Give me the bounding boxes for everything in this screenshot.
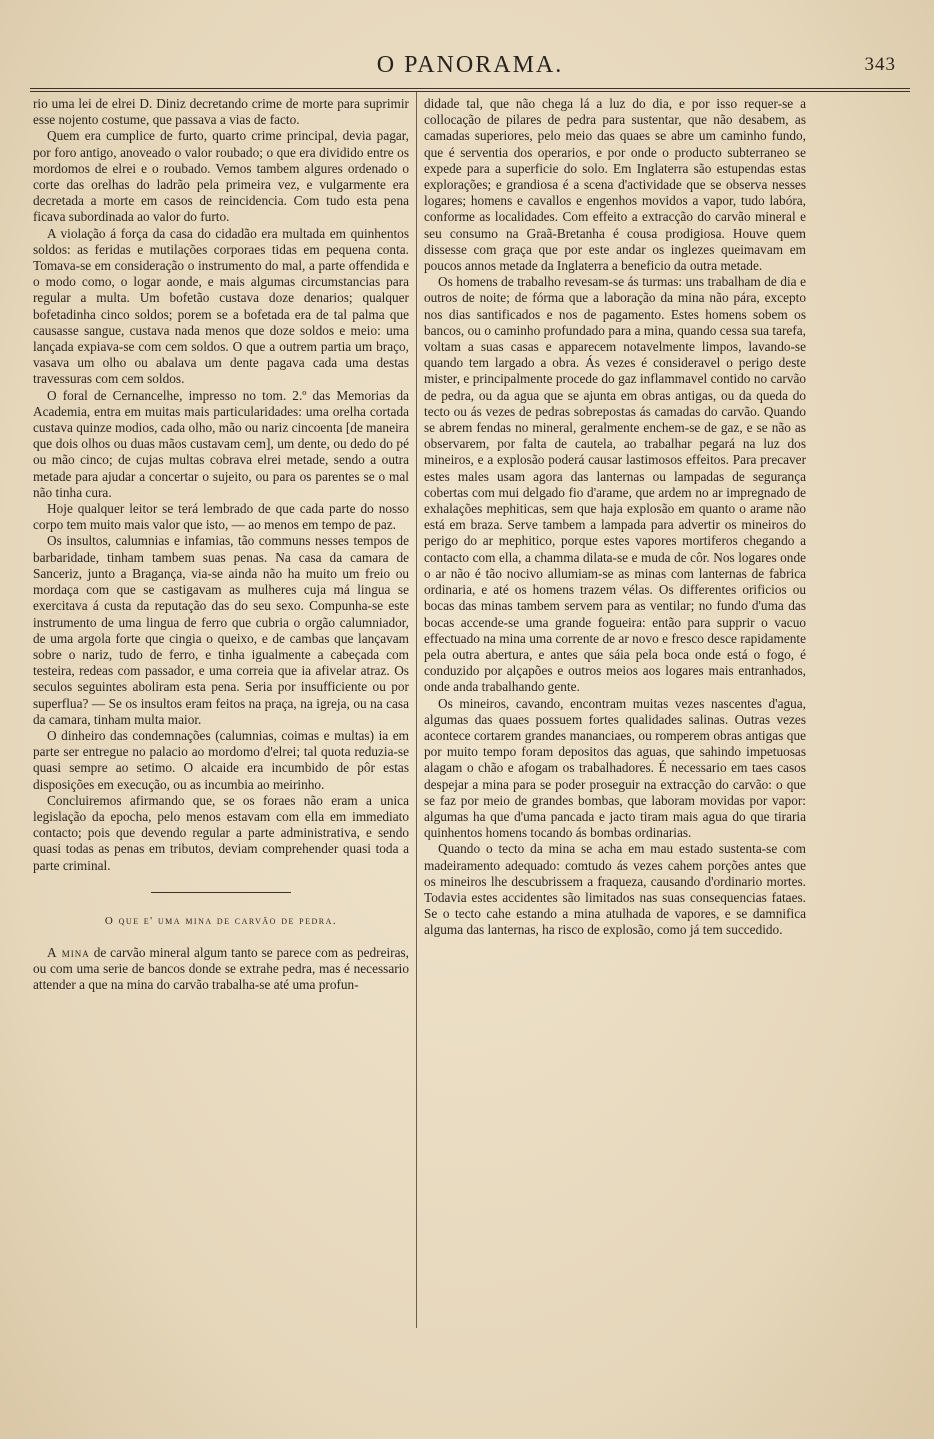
section-lead-words: A mina bbox=[47, 944, 90, 960]
paragraph: Os insultos, calumnias e infamias, tão communs nesses tempos de barbaridade, tinham tambem suas penas. Na casa da camara de Sanceriz, junto a Bragança, via-se ainda não ha muito um freio ou mordaça com que se castigavam as mulheres cuja má lingua se exercitava á custa da reputação das do seu sexo. Compunha-se este instrumento de uma lingua de ferro que cubria o orgão calumniador, de uma argola forte que cingia o queixo, e de cambas que lançavam sobre o nariz, tudo de ferro, e tinha igualmente a cabeçada com testeira, redeas com passador, e uma correia que ia afivelar atraz. Os seculos seguintes aboliram esta pena. Seria por insufficiente ou por superflua? — Se os insultos eram feitos na praça, na igreja, ou na casa da camara, tinham multa maior. bbox=[33, 533, 409, 727]
left-column bbox=[33, 96, 409, 994]
journal-title: O PANORAMA. bbox=[376, 52, 564, 78]
paragraph: Quando o tecto da mina se acha em mau estado sustenta-se com madeiramento adequado: comtudo ás vezes cahem porções antes que os mineiros lhe descubrissem a fraqueza, causando d'ordinario mortes. Todavia estes accidentes são limitados nas suas consequencias fataes. Se o tecto cahe estando a mina atulhada de vapores, e se damnifica alguma das lanternas, ha risco de explosão, como já tem succedido. bbox=[424, 841, 806, 938]
paragraph: O foral de Cernancelhe, impresso no tom. 2.º das Memorias da Academia, entra em muitas mais particularidades: uma orelha cortada custava quinze modios, cada olho, mão ou nariz cincoenta [de maneira que dois olhos ou duas mãos custavam cem], um dente, ou dedo do pé ou mão cinco; de cujas multas cobrava elrei metade, sendo a outra metade para ajudar a concertar o sujeito, ou para os parentes se o mal não tinha cura. bbox=[33, 387, 409, 500]
running-head bbox=[30, 48, 910, 82]
right-column bbox=[424, 96, 806, 939]
paragraph: Os homens de trabalho revesam-se ás turmas: uns trabalham de dia e outros de noite; de fórma que a laboração da mina não pára, excepto nos dias santificados e nos de pagamento. Estes homens sobem os bancos, ou o caminho profundado para a mina, quando cessa sua tarefa, voltam a suas casas e apparecem notavelmente limpos, lavando-se quando tem largado a obra. Ás vezes é consideravel o perigo deste mister, e principalmente procede do gaz inflammavel contido no carvão de pedra, ou da agua que se ajunta em obras antigas, ou da queda do tecto ou ás vezes de pedras sobrepostas ás camadas do carvão. Quando se abrem fendas no mineral, geralmente enchem-se de gaz, e se não as observarem, por falta de cautela, ao trabalhar pegará na luz dos mineiros, e a explosão poderá causar lastimosos effeitos. Para precaver estes males usam agora das lanternas ou lampadas de segurança cobertas com mui delgado fio d'arame, que ardem no ar impregnado de exhalações mephiticas, sem que haja explosão em quanto o arame não está em braza. Serve tambem a lampada para advertir os mineiros do perigo do ar mephitico, porque estes vapores mortiferos chegando a contacto com ella, a chamma dilata-se e muda de côr. Nos logares onde o ar não é tão nocivo allumiam-se as minas com lanternas de fabrica ordinaria, e até os homens trazem vélas. Os differentes orificios ou bocas das minas tambem servem para as ventilar; no fundo d'uma das bocas accende-se uma grande fogueira: então para supprir o vacuo effectuado na mina uma corrente de ar novo e fresco desce rapidamente pela outra abertura, e antes que sáia pela boca onde está o fogo, é conduzido por alçapões e outros meios aos logares mais entranhados, onde anda trabalhando gente. bbox=[424, 274, 806, 695]
paragraph: Concluiremos afirmando que, se os foraes não eram a unica legislação da epocha, pelo menos estavam com ella em immediato contacto; pois que devendo regular a parte administrativa, e sendo quasi todas as penas em tributos, deviam comprehender quasi toda a parte criminal. bbox=[33, 792, 409, 873]
column-divider bbox=[416, 92, 417, 1328]
paragraph: Hoje qualquer leitor se terá lembrado de que cada parte do nosso corpo tem muito mais valor que isto, — ao menos em tempo de paz. bbox=[33, 501, 409, 533]
paragraph: O dinheiro das condemnações (calumnias, coimas e multas) ia em parte ser entregue no palacio ao mordomo d'elrei; tal quota reduzia-se quasi sempre ao setimo. O alcaide era incumbido de pôr estas disposições em execução, ou as incumbia ao meirinho. bbox=[33, 727, 409, 792]
section-separator bbox=[151, 892, 291, 893]
header-rule bbox=[30, 88, 910, 92]
paragraph: rio uma lei de elrei D. Diniz decretando crime de morte para suprimir esse nojento costume, que passava a vias de facto. bbox=[33, 96, 409, 128]
section-heading: O que e' uma mina de carvão de pedra. bbox=[104, 914, 338, 927]
paragraph: A violação á força da casa do cidadão era multada em quinhentos soldos: as feridas e mutilações corporaes tidas em pequena conta. Tomava-se em consideração o instrumento do mal, a parte offendida e o modo como, o logar aonde, e mais algumas circumstancias para regular a multa. Um bofetão custava doze denarios; qualquer bofetadinha cinco soldos; porem se a bofetada era de tal palma que causasse sangue, custava nada menos que doze soldos e meio: uma lançada expiava-se com cem soldos. O que a outrem partia um braço, vasava um olho ou abalava um dente pagava cada uma destas travessuras com cem soldos. bbox=[33, 225, 409, 387]
section-text: de carvão mineral algum tanto se parece com as pedreiras, ou com uma serie de bancos donde se extrahe pedra, mas é necessario attender a que na mina do carvão trabalha-se até uma profun- bbox=[33, 944, 409, 993]
paragraph: Quem era cumplice de furto, quarto crime principal, devia pagar, por foro antigo, anoveado o valor roubado; o que era dividido entre os mordomos de elrei e o roubado. Vemos tambem algures ordenado o corte das orelhas do ladrão pela primeira vez, e vulgarmente era decretada a morte em casos de reincidencia. Com tudo esta pena ficava subordinada ao valor do furto. bbox=[33, 128, 409, 225]
section-paragraph bbox=[33, 945, 409, 994]
paragraph: Os mineiros, cavando, encontram muitas vezes nascentes d'agua, algumas das quaes possuem fortes qualidades salinas. Outras vezes acontece cortarem grandes mananciaes, ou romperem obras antigas que por muito tempo foram depositos das aguas, que sahindo impetuosas alagam o chão e afogam os trabalhadores. É necessario em taes casos despejar a mina para se poder proseguir na extracção do carvão: o que se faz por meio de grandes bombas, que laboram movidas por vapor: algumas ha que d'uma pancada e jacto tiram mais agua do que tiraria quinhentos homens tocando ás bombas ordinarias. bbox=[424, 695, 806, 841]
page-number: 343 bbox=[864, 54, 896, 75]
paragraph: didade tal, que não chega lá a luz do dia, e por isso requer-se a collocação de pilares de pedra para sustentar, que não desabem, as camadas superiores, pelo meio das quaes se abre um caminho fundo, que é serventia dos operarios, e por onde o producto subterraneo se expede para a superficie do solo. Em Inglaterra são estupendas estas explorações; e grandiosa é a scena d'actividade que se observa nesses logares; homens e cavallos e engenhos movidos a vapor, tudo labóra, conforme as localidades. Com effeito a extracção do carvão mineral e seu consumo na Graã-Bretanha é cousa prodigiosa. Houve quem dissesse com graça que por este andar os inglezes queimavam em poucos annos metade da Inglaterra a beneficio da outra metade. bbox=[424, 96, 806, 274]
